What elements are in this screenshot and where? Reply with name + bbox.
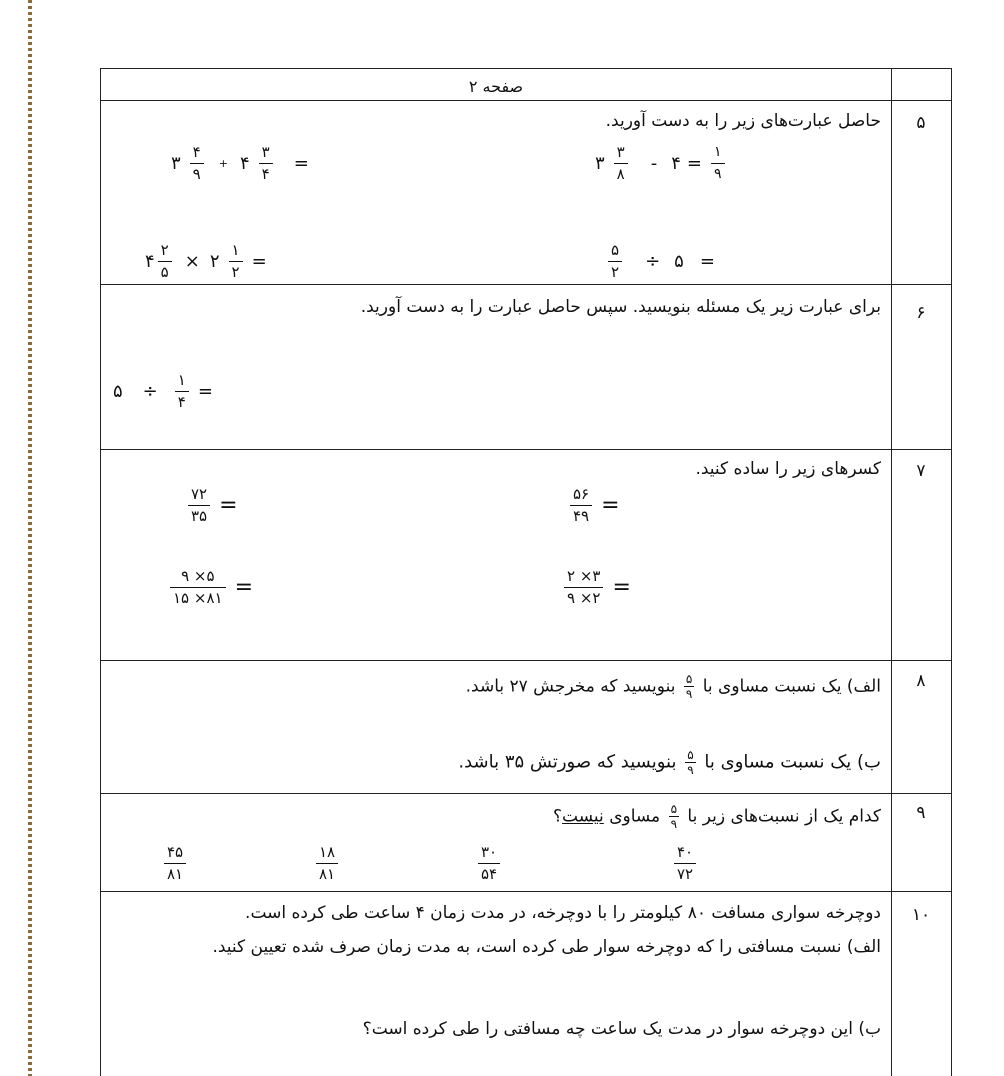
question-number: ۸: [916, 671, 926, 691]
row-divider: [101, 793, 951, 794]
question-number: ۵: [916, 113, 926, 133]
row-divider: [101, 891, 951, 892]
question-part-b: ب) این دوچرخه سوار در مدت یک ساعت چه مسافتی را طی کرده است؟: [362, 1019, 881, 1039]
mixed-sum-expression: ۳ ۴ ۹ + ۴ ۳ ۴ =: [171, 143, 309, 183]
fraction: ۳ ۸: [614, 145, 628, 182]
fraction: ۲ ۵: [158, 243, 172, 280]
worksheet-table: [100, 68, 952, 1076]
mixed-difference-expression: ۳ ۳ ۸ - ۴ = ۱ ۹: [595, 145, 728, 182]
fraction: ۱ ۹: [711, 145, 725, 182]
fraction: ۳ ۴: [259, 145, 273, 182]
fraction-division-expression: ۵ ۲ ÷ ۵ =: [605, 243, 715, 280]
fraction: ۵ ۹: [670, 802, 678, 831]
page-title: صفحه ۲: [468, 77, 524, 96]
question-number: ۹: [916, 803, 926, 823]
row-divider: [101, 100, 951, 101]
fraction: ۴ ۹: [190, 145, 204, 182]
mixed-product-expression: ۴ ۲ ۵ × ۲ ۱ ۲ =: [145, 241, 267, 281]
option-fraction: ۱۸ ۸۱: [313, 845, 341, 882]
fraction: ۵ ۲: [608, 243, 622, 280]
row-divider: [101, 284, 951, 285]
simplify-product-fraction: ۲ ×۳ ۹ ×۲ =: [561, 569, 631, 606]
question-number: ۶: [916, 303, 926, 323]
page-binding-edge: [28, 0, 32, 1076]
question-number: ۱۰: [911, 905, 931, 925]
row-divider: [101, 449, 951, 450]
fraction: ۵ ۹: [685, 672, 693, 701]
simplify-fraction: ۷۲ ۳۵ =: [185, 487, 238, 524]
simplify-fraction: ۵۶ ۴۹ =: [567, 487, 620, 524]
fraction: ۱ ۲: [229, 243, 243, 280]
row-divider: [101, 660, 951, 661]
problem-statement: دوچرخه سواری مسافت ۸۰ کیلومتر را با دوچرخه، در مدت زمان ۴ ساعت طی کرده است.: [245, 903, 881, 923]
fraction: ۱ ۴: [175, 373, 189, 410]
question-prompt: کسرهای زیر را ساده کنید.: [695, 459, 881, 479]
question-prompt: برای عبارت زیر یک مسئله بنویسید. سپس حاصل عبارت را به دست آورید.: [360, 297, 881, 317]
question-part-b: ب) یک نسبت مساوی با ۵ ۹ بنویسید که صورتش ۳۵ باشد.: [458, 748, 881, 777]
division-expression: ۵ ÷ ۱ ۴ =: [113, 371, 213, 411]
option-fraction: ۴۰ ۷۲: [671, 845, 699, 882]
question-prompt: حاصل عبارت‌های زیر را به دست آورید.: [605, 111, 881, 131]
question-prompt: کدام یک از نسبت‌های زیر با ۵ ۹ مساوی نیست؟: [553, 802, 881, 831]
question-part-a: الف) نسبت مسافتی را که دوچرخه سوار طی کرده است، به مدت زمان صرف شده تعیین کنید.: [212, 937, 881, 957]
fraction: ۵ ۹: [687, 748, 694, 777]
simplify-product-fraction: ۹ ×۵ ۱۵ ×۸۱ =: [167, 569, 253, 606]
option-fraction: ۴۵ ۸۱: [161, 845, 189, 882]
option-fraction: ۳۰ ۵۴: [475, 845, 503, 882]
question-part-a: الف) یک نسبت مساوی با ۵ ۹ بنویسید که مخرجش ۲۷ باشد.: [465, 672, 881, 701]
question-number: ۷: [916, 461, 926, 481]
